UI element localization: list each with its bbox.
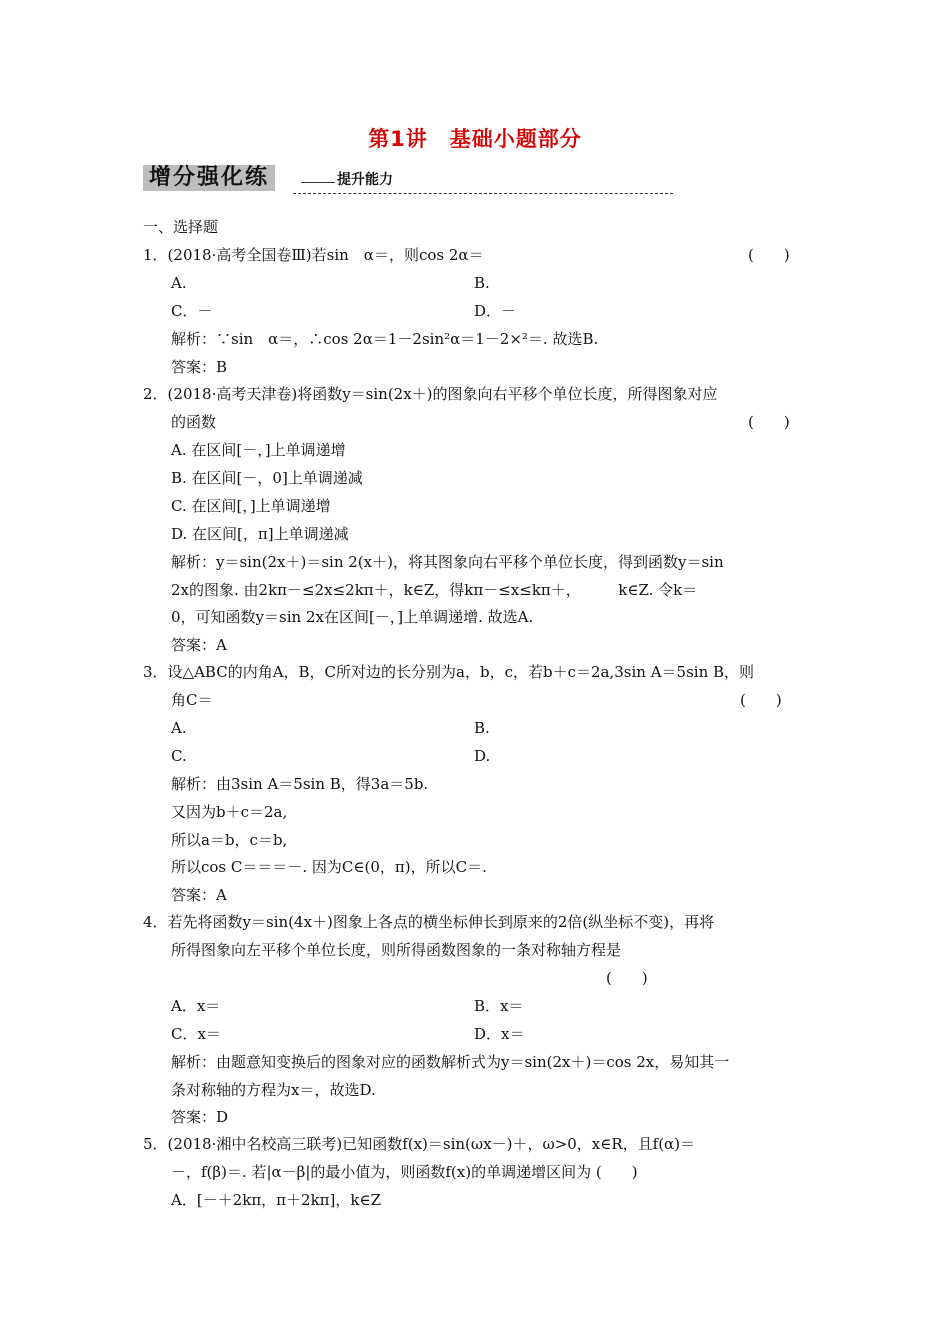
section-banner	[143, 163, 533, 195]
q1-answer-blank: ( )	[748, 246, 790, 264]
q1-stem: 1．(2018·高考全国卷Ⅲ)若sin α＝，则cos 2α＝	[143, 246, 484, 264]
q2-stem-line1: 2．(2018·高考天津卷)将函数y＝sin(2x＋)的图象向右平移个单位长度，所得图象对应	[143, 385, 718, 403]
q3-answer: 答案：A	[171, 886, 227, 904]
q4-option-d: D．x＝	[474, 1025, 525, 1043]
q3-option-a: A.	[171, 719, 187, 737]
q1-option-b: B.	[474, 274, 490, 292]
q2-analysis-line2: 2x的图象. 由2kπ－≤2x≤2kπ＋，k∈Z，得kπ－≤x≤kπ＋， k∈Z. 令k＝	[171, 581, 698, 599]
q2-stem-line2: 的函数	[171, 413, 217, 431]
q4-stem-line1: 4．若先将函数y＝sin(4x＋)图象上各点的横坐标伸长到原来的2倍(纵坐标不变)，再将	[143, 913, 715, 931]
q2-answer: 答案：A	[171, 636, 227, 654]
q4-option-a: A．x＝	[171, 997, 221, 1015]
q2-analysis-line1: 解析：y＝sin(2x＋)＝sin 2(x＋)，将其图象向右平移个单位长度，得到函数y＝sin	[171, 553, 724, 571]
q2-option-b: B. 在区间[－，0]上单调递减	[171, 469, 363, 487]
banner-sub: 提升能力	[337, 172, 393, 188]
q1-option-a: A.	[171, 274, 187, 292]
q4-answer-blank: ( )	[606, 969, 648, 987]
q1-analysis: 解析：∵sin α＝，∴cos 2α＝1－2sin²α＝1－2×²＝. 故选B.	[171, 330, 599, 348]
q3-stem-line1: 3．设△ABC的内角A，B，C所对边的长分别为a，b，c，若b＋c＝2a,3sin A＝5sin B，则	[143, 663, 755, 681]
q3-stem-line2: 角C＝	[171, 691, 213, 709]
q2-answer-blank: ( )	[748, 413, 790, 431]
page-title: 第1讲 基础小题部分	[368, 127, 582, 151]
q2-option-c: C. 在区间[，]上单调递增	[171, 497, 331, 515]
q2-option-d: D. 在区间[，π]上单调递减	[171, 525, 349, 543]
q5-option-a: A．[－＋2kπ，π＋2kπ]，k∈Z	[171, 1191, 381, 1209]
q1-option-d: D．－	[474, 302, 517, 320]
q1-answer: 答案：B	[171, 358, 228, 376]
banner-connector	[301, 182, 335, 183]
q3-option-d: D.	[474, 747, 491, 765]
q4-analysis-line2: 条对称轴的方程为x＝，故选D.	[171, 1081, 376, 1099]
q5-stem-line2: －，f(β)＝. 若|α－β|的最小值为，则函数f(x)的单调递增区间为 ( )	[171, 1163, 638, 1181]
section-heading: 一、选择题	[143, 218, 219, 236]
q3-option-b: B.	[474, 719, 490, 737]
q3-analysis-line2: 又因为b＋c＝2a,	[171, 803, 288, 821]
q3-analysis-line4: 所以cos C＝＝＝－. 因为C∈(0，π)，所以C＝.	[171, 858, 487, 876]
q4-option-c: C．x＝	[171, 1025, 221, 1043]
banner-dashed-rule	[293, 193, 673, 194]
q5-stem-line1: 5．(2018·湘中名校高三联考)已知函数f(x)＝sin(ωx－)＋，ω>0，x∈R，且f(α)＝	[143, 1135, 696, 1153]
q4-answer: 答案：D	[171, 1108, 229, 1126]
q3-analysis-line1: 解析：由3sin A＝5sin B，得3a＝5b.	[171, 775, 429, 793]
q3-answer-blank: ( )	[740, 691, 782, 709]
q2-option-a: A. 在区间[－，]上单调递增	[171, 441, 346, 459]
q4-option-b: B．x＝	[474, 997, 524, 1015]
q3-analysis-line3: 所以a＝b，c＝b,	[171, 831, 288, 849]
q2-analysis-line3: 0，可知函数y＝sin 2x在区间[－，]上单调递增. 故选A.	[171, 608, 534, 626]
q3-option-c: C.	[171, 747, 187, 765]
banner-main: 增分强化练	[143, 165, 275, 191]
q1-option-c: C．－	[171, 302, 213, 320]
q4-stem-line2: 所得图象向左平移个单位长度，则所得函数图象的一条对称轴方程是	[171, 941, 622, 959]
q4-analysis-line1: 解析：由题意知变换后的图象对应的函数解析式为y＝sin(2x＋)＝cos 2x，易知其一	[171, 1053, 730, 1071]
